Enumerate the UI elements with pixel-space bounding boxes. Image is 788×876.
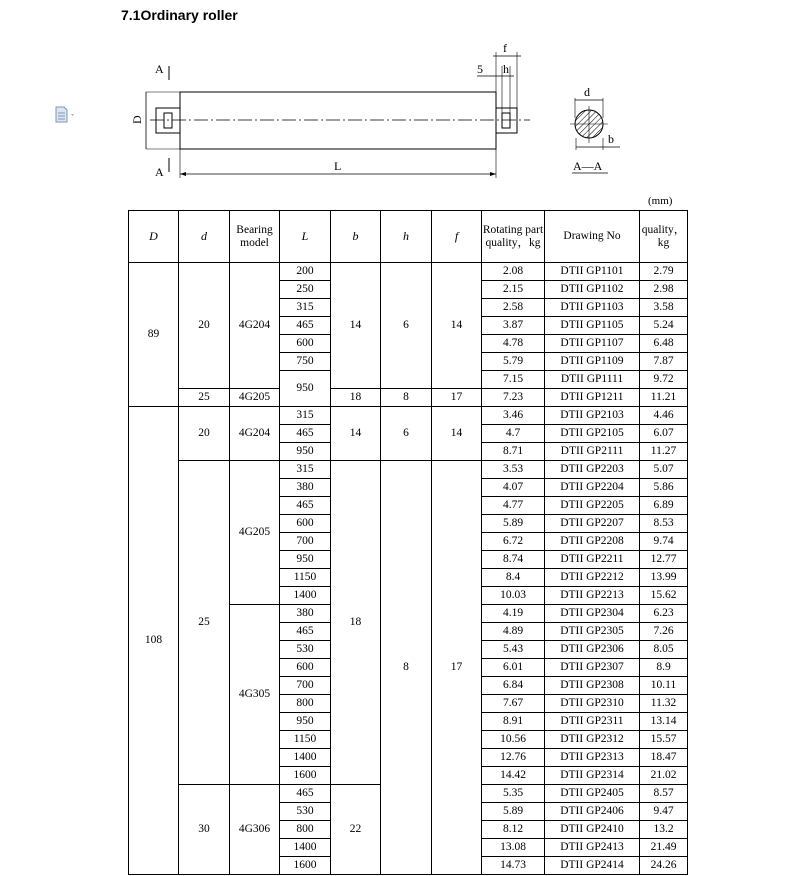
- dim-h-label: h: [503, 62, 509, 76]
- cell-drawing: DTII GP2208: [545, 533, 640, 551]
- header-f: f: [432, 211, 482, 263]
- cell-quality: 21.49: [640, 839, 688, 857]
- cell-d: 20: [179, 263, 230, 389]
- cell-L: 465: [280, 497, 331, 515]
- header-quality: quality，kg: [640, 211, 688, 263]
- header-L: L: [280, 211, 331, 263]
- cell-drawing: DTII GP2310: [545, 695, 640, 713]
- header-rotating-quality: Rotating part quality，kg: [482, 211, 545, 263]
- cell-L: 600: [280, 659, 331, 677]
- cell-L: 530: [280, 641, 331, 659]
- cell-bearing-model: 4G305: [230, 605, 280, 785]
- cell-drawing: DTII GP2410: [545, 821, 640, 839]
- header-b: b: [331, 211, 381, 263]
- cell-rotating: 5.89: [482, 515, 545, 533]
- cell-quality: 10.11: [640, 677, 688, 695]
- roller-spec-table: [128, 210, 688, 875]
- cell-rotating: 4.89: [482, 623, 545, 641]
- cell-L: 1400: [280, 749, 331, 767]
- cell-quality: 8.05: [640, 641, 688, 659]
- cell-f: 14: [432, 407, 482, 461]
- cell-quality: 5.86: [640, 479, 688, 497]
- cell-rotating: 6.01: [482, 659, 545, 677]
- header-D: D: [129, 211, 179, 263]
- section-marker-bottom: A: [155, 165, 164, 179]
- cell-d: 30: [179, 785, 230, 875]
- cell-bearing-model: 4G204: [230, 263, 280, 389]
- cell-d: 20: [179, 407, 230, 461]
- cell-L: 600: [280, 515, 331, 533]
- cell-drawing: DTII GP1111: [545, 371, 640, 389]
- cell-rotating: 12.76: [482, 749, 545, 767]
- header-bearing-model: Bearing model: [230, 211, 280, 263]
- cell-L: 380: [280, 479, 331, 497]
- cell-quality: 5.07: [640, 461, 688, 479]
- cell-drawing: DTII GP2414: [545, 857, 640, 875]
- dim-f-label: f: [503, 41, 507, 55]
- cell-rotating: 6.72: [482, 533, 545, 551]
- cell-rotating: 4.7: [482, 425, 545, 443]
- cell-drawing: DTII GP2311: [545, 713, 640, 731]
- cell-b: 14: [331, 407, 381, 461]
- cell-quality: 6.23: [640, 605, 688, 623]
- cell-L: 380: [280, 605, 331, 623]
- cell-L: 315: [280, 461, 331, 479]
- cell-quality: 8.57: [640, 785, 688, 803]
- cell-L: 1150: [280, 731, 331, 749]
- cell-D: 108: [129, 407, 179, 875]
- cell-b: 14: [331, 263, 381, 389]
- cell-rotating: 10.56: [482, 731, 545, 749]
- cell-rotating: 13.08: [482, 839, 545, 857]
- header-row: [129, 211, 688, 263]
- cell-quality: 9.72: [640, 371, 688, 389]
- cell-rotating: 8.91: [482, 713, 545, 731]
- cell-f: 14: [432, 263, 482, 389]
- cell-drawing: DTII GP2305: [545, 623, 640, 641]
- cell-quality: 2.98: [640, 281, 688, 299]
- cell-quality: 11.32: [640, 695, 688, 713]
- cell-drawing: DTII GP1107: [545, 335, 640, 353]
- cell-quality: 13.14: [640, 713, 688, 731]
- cell-quality: 6.48: [640, 335, 688, 353]
- cell-bearing-model: 4G204: [230, 407, 280, 461]
- cell-f: 17: [432, 389, 482, 407]
- table-row: [129, 389, 688, 407]
- cell-L: 315: [280, 299, 331, 317]
- cell-drawing: DTII GP2307: [545, 659, 640, 677]
- cell-drawing: DTII GP2203: [545, 461, 640, 479]
- cell-bearing-model: 4G205: [230, 389, 280, 407]
- cell-rotating: 7.67: [482, 695, 545, 713]
- cell-rotating: 8.4: [482, 569, 545, 587]
- cell-drawing: DTII GP2306: [545, 641, 640, 659]
- section-title-AA: A—A: [573, 159, 603, 173]
- cell-d: 25: [179, 389, 230, 407]
- cell-L: 950: [280, 443, 331, 461]
- cell-quality: 3.58: [640, 299, 688, 317]
- cell-L: 1600: [280, 767, 331, 785]
- cell-drawing: DTII GP2405: [545, 785, 640, 803]
- cell-L: 200: [280, 263, 331, 281]
- cell-rotating: 3.46: [482, 407, 545, 425]
- cell-quality: 15.57: [640, 731, 688, 749]
- cell-L: 1600: [280, 857, 331, 875]
- cell-quality: 5.24: [640, 317, 688, 335]
- cell-quality: 4.46: [640, 407, 688, 425]
- cell-quality: 6.89: [640, 497, 688, 515]
- unit-label: (mm): [648, 195, 673, 207]
- cell-drawing: DTII GP1105: [545, 317, 640, 335]
- cell-drawing: DTII GP2304: [545, 605, 640, 623]
- cell-rotating: 5.43: [482, 641, 545, 659]
- cell-b: 18: [331, 389, 381, 407]
- cell-L: 465: [280, 785, 331, 803]
- cell-quality: 15.62: [640, 587, 688, 605]
- cell-drawing: DTII GP2312: [545, 731, 640, 749]
- cell-quality: 13.2: [640, 821, 688, 839]
- cell-h: 8: [381, 389, 432, 407]
- table-row: [129, 407, 688, 425]
- cell-drawing: DTII GP1103: [545, 299, 640, 317]
- header-d: d: [179, 211, 230, 263]
- cell-quality: 21.02: [640, 767, 688, 785]
- table-row: [129, 461, 688, 479]
- cell-drawing: DTII GP2406: [545, 803, 640, 821]
- dim-d-label: d: [584, 85, 590, 99]
- cell-rotating: 8.12: [482, 821, 545, 839]
- cell-drawing: DTII GP1102: [545, 281, 640, 299]
- cell-drawing: DTII GP2308: [545, 677, 640, 695]
- section-marker-top: A: [155, 62, 164, 76]
- cell-rotating: 5.89: [482, 803, 545, 821]
- cell-L: 465: [280, 317, 331, 335]
- dim-L-label: L: [334, 159, 342, 173]
- cell-quality: 12.77: [640, 551, 688, 569]
- cell-bearing-model: 4G306: [230, 785, 280, 875]
- cell-rotating: 5.35: [482, 785, 545, 803]
- cell-rotating: 3.87: [482, 317, 545, 335]
- cell-L: 465: [280, 623, 331, 641]
- cell-drawing: DTII GP2111: [545, 443, 640, 461]
- cell-rotating: 14.42: [482, 767, 545, 785]
- cell-drawing: DTII GP2204: [545, 479, 640, 497]
- cell-rotating: 5.79: [482, 353, 545, 371]
- cell-drawing: DTII GP2213: [545, 587, 640, 605]
- cell-rotating: 4.19: [482, 605, 545, 623]
- cell-rotating: 2.58: [482, 299, 545, 317]
- cell-L: 315: [280, 407, 331, 425]
- cell-h: 8: [381, 461, 432, 875]
- cell-quality: 2.79: [640, 263, 688, 281]
- cell-rotating: 7.23: [482, 389, 545, 407]
- cell-rotating: 2.15: [482, 281, 545, 299]
- cell-drawing: DTII GP2314: [545, 767, 640, 785]
- cell-L: 1400: [280, 839, 331, 857]
- header-drawing-no: Drawing No: [545, 211, 640, 263]
- cell-quality: 13.99: [640, 569, 688, 587]
- cell-bearing-model: 4G205: [230, 461, 280, 605]
- cell-rotating: 14.73: [482, 857, 545, 875]
- cell-L: 950: [280, 371, 331, 407]
- cell-L: 700: [280, 533, 331, 551]
- cell-rotating: 7.15: [482, 371, 545, 389]
- cell-drawing: DTII GP1211: [545, 389, 640, 407]
- cell-drawing: DTII GP1109: [545, 353, 640, 371]
- section-title: 7.1Ordinary roller: [121, 7, 238, 23]
- roller-drawing: [0, 0, 788, 200]
- cell-rotating: 6.84: [482, 677, 545, 695]
- cell-drawing: DTII GP2103: [545, 407, 640, 425]
- dim-5-label: 5: [477, 62, 483, 76]
- cell-drawing: DTII GP2205: [545, 497, 640, 515]
- cell-rotating: 4.07: [482, 479, 545, 497]
- cell-quality: 24.26: [640, 857, 688, 875]
- cell-L: 700: [280, 677, 331, 695]
- cell-drawing: DTII GP2211: [545, 551, 640, 569]
- cell-L: 1150: [280, 569, 331, 587]
- cell-rotating: 4.77: [482, 497, 545, 515]
- cell-quality: 7.87: [640, 353, 688, 371]
- cell-L: 800: [280, 821, 331, 839]
- dim-b-label: b: [608, 132, 614, 146]
- cell-D: 89: [129, 263, 179, 407]
- cell-h: 6: [381, 263, 432, 389]
- cell-quality: 7.26: [640, 623, 688, 641]
- cell-drawing: DTII GP2207: [545, 515, 640, 533]
- cell-L: 600: [280, 335, 331, 353]
- cell-quality: 11.27: [640, 443, 688, 461]
- dim-D-label: D: [130, 115, 144, 124]
- cell-L: 800: [280, 695, 331, 713]
- cell-d: 25: [179, 461, 230, 785]
- cell-f: 17: [432, 461, 482, 875]
- cell-quality: 9.47: [640, 803, 688, 821]
- cell-rotating: 2.08: [482, 263, 545, 281]
- cell-quality: 9.74: [640, 533, 688, 551]
- cell-drawing: DTII GP1101: [545, 263, 640, 281]
- cell-quality: 8.9: [640, 659, 688, 677]
- cell-quality: 6.07: [640, 425, 688, 443]
- cell-quality: 18.47: [640, 749, 688, 767]
- cell-drawing: DTII GP2105: [545, 425, 640, 443]
- cell-rotating: 8.74: [482, 551, 545, 569]
- header-h: h: [381, 211, 432, 263]
- cell-b: 18: [331, 461, 381, 785]
- cell-L: 1400: [280, 587, 331, 605]
- cell-rotating: 8.71: [482, 443, 545, 461]
- cell-L: 750: [280, 353, 331, 371]
- cell-L: 530: [280, 803, 331, 821]
- table-row: [129, 263, 688, 281]
- cell-L: 950: [280, 713, 331, 731]
- cell-rotating: 10.03: [482, 587, 545, 605]
- cell-L: 950: [280, 551, 331, 569]
- cell-drawing: DTII GP2212: [545, 569, 640, 587]
- cell-h: 6: [381, 407, 432, 461]
- cell-L: 465: [280, 425, 331, 443]
- cell-quality: 8.53: [640, 515, 688, 533]
- cell-quality: 11.21: [640, 389, 688, 407]
- cell-rotating: 3.53: [482, 461, 545, 479]
- cell-L: 250: [280, 281, 331, 299]
- cell-drawing: DTII GP2313: [545, 749, 640, 767]
- cell-drawing: DTII GP2413: [545, 839, 640, 857]
- cell-b: 22: [331, 785, 381, 875]
- cell-rotating: 4.78: [482, 335, 545, 353]
